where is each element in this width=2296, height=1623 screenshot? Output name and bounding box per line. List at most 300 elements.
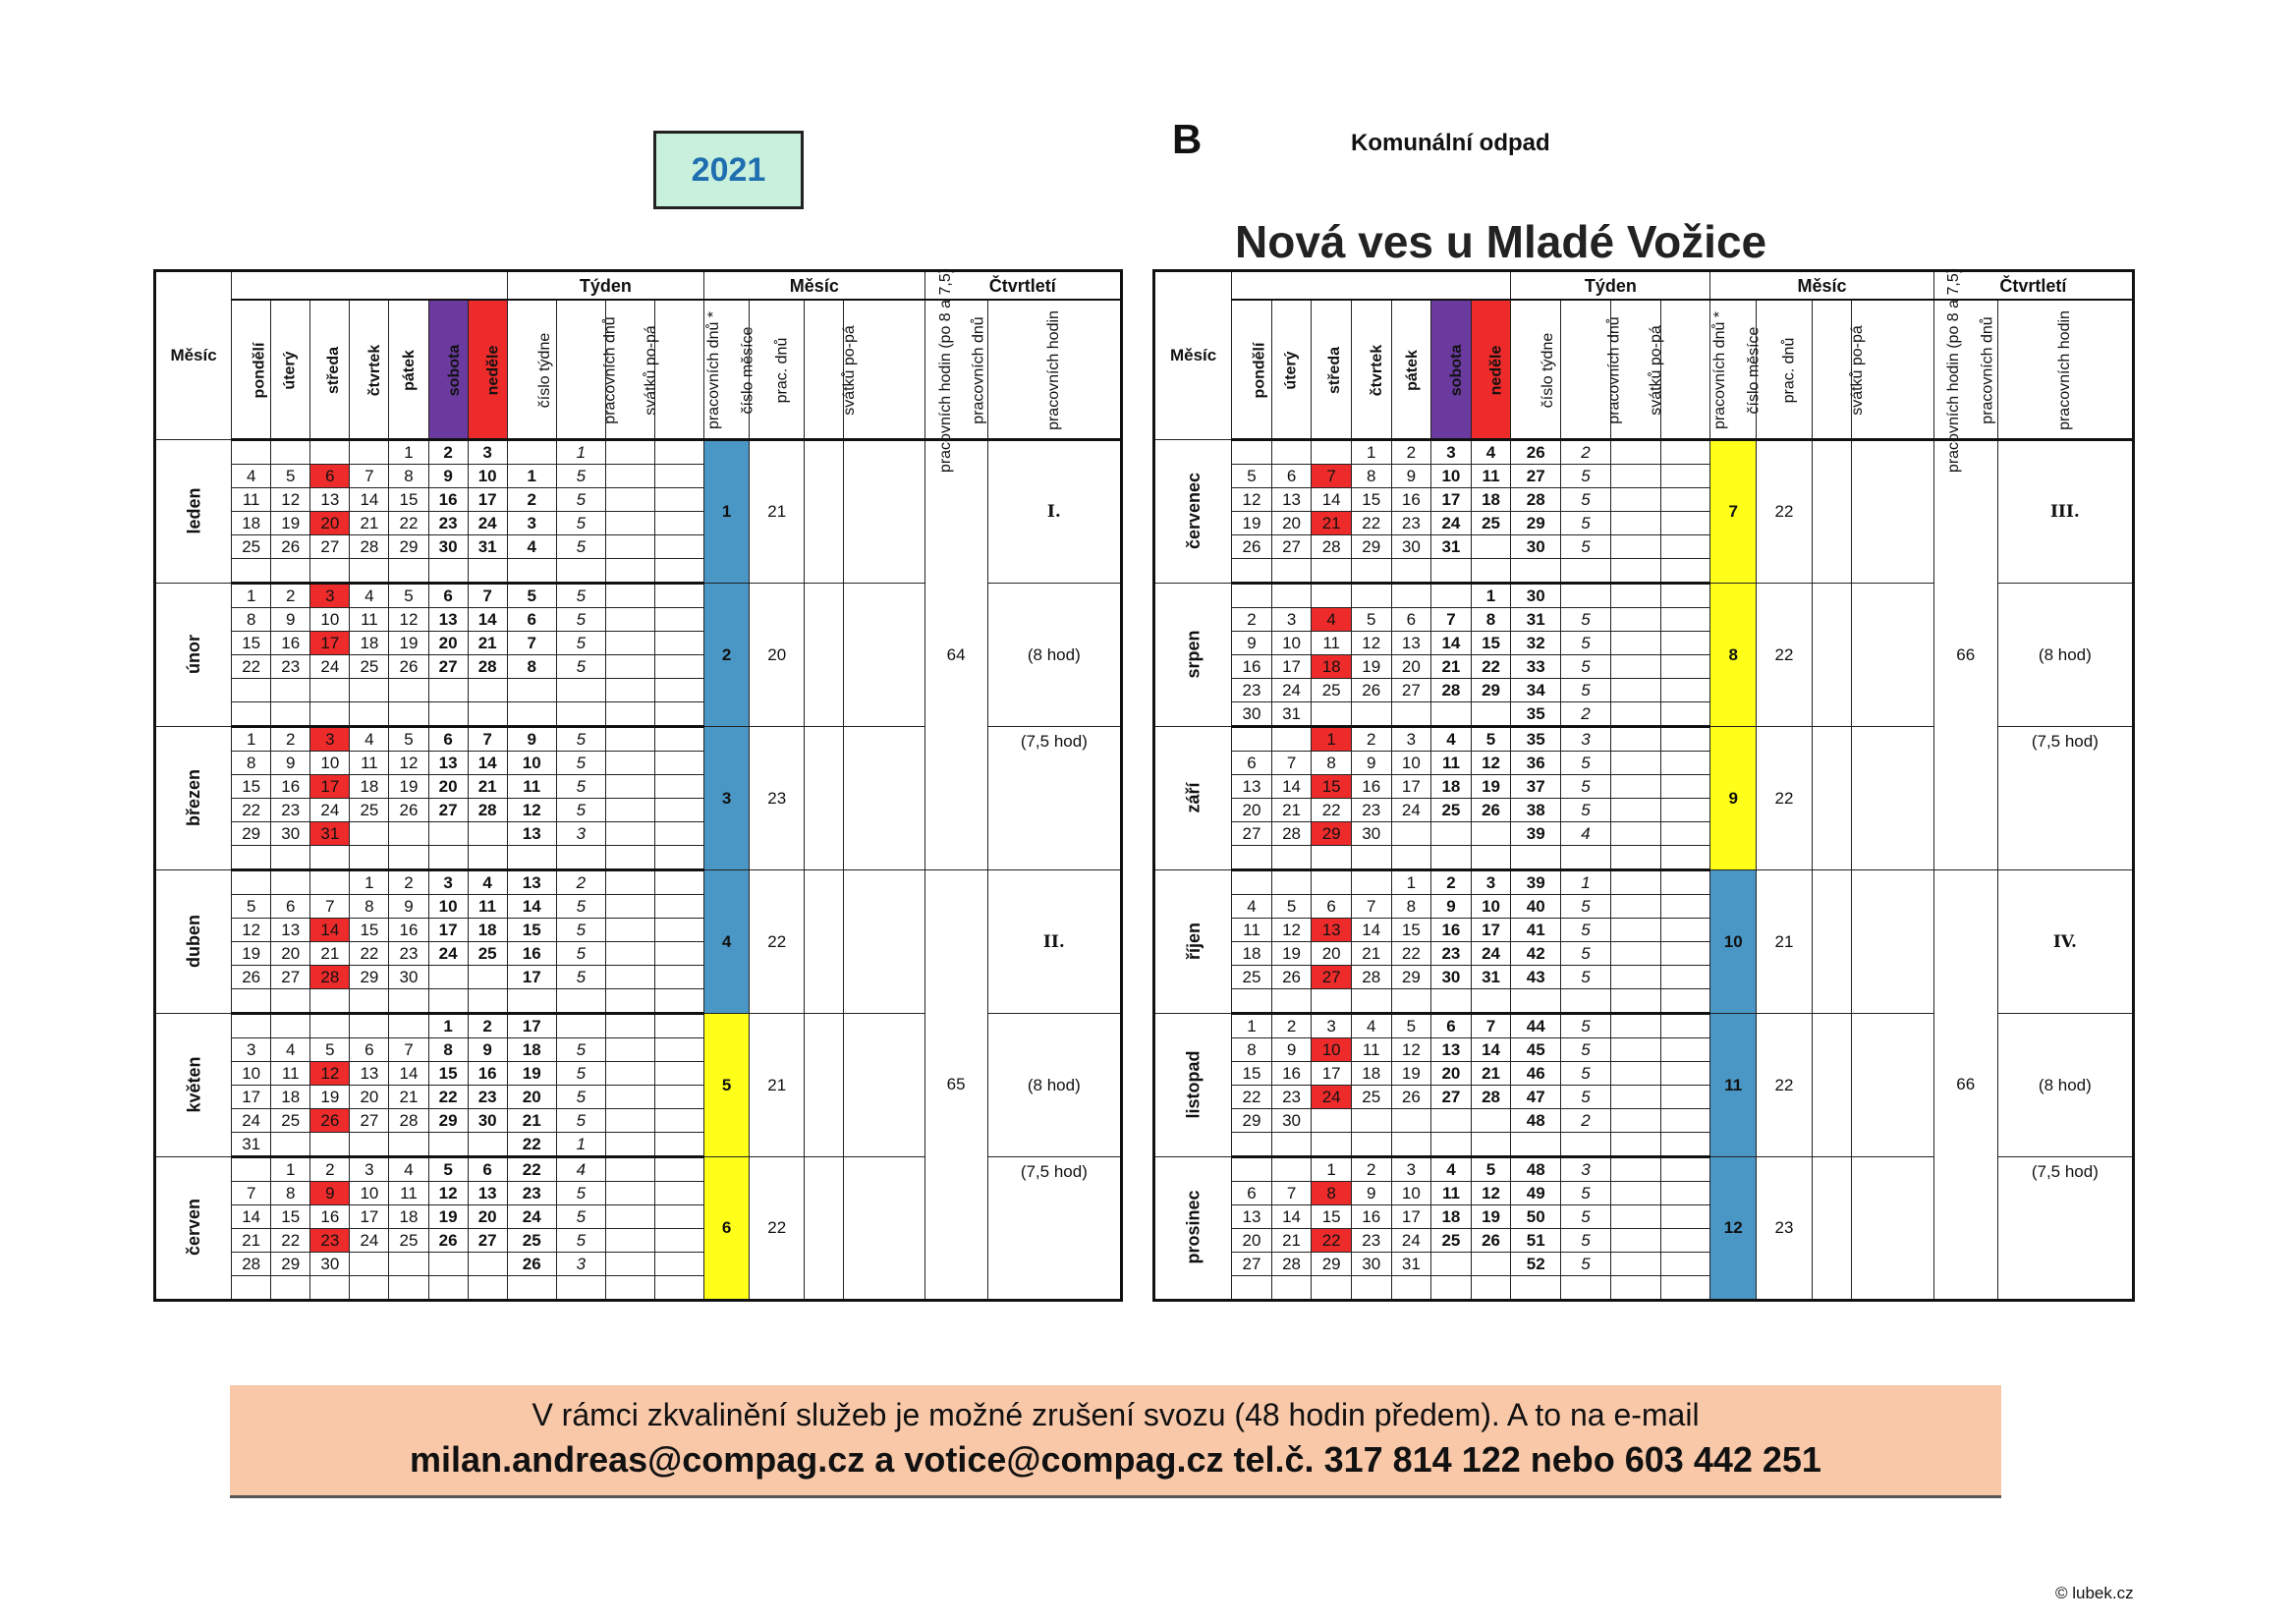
day-cell: 26 (1471, 799, 1511, 822)
month-holidays-cell (1812, 440, 1852, 584)
collection-day-cell: 18 (1312, 655, 1352, 679)
day-cell: 18 (1431, 1205, 1472, 1229)
month-workdays-cell: 22 (750, 1157, 805, 1301)
week-holidays-cell (1610, 919, 1660, 942)
day-cell (1391, 1276, 1431, 1301)
day-cell: 19 (1351, 655, 1391, 679)
week-number-cell (1511, 559, 1561, 584)
day-cell: 13 (428, 752, 468, 775)
month-hours-cell (1852, 870, 1933, 1014)
day-cell (1391, 846, 1431, 870)
month-group-header: Měsíc (704, 271, 924, 301)
day-cell (1271, 989, 1312, 1014)
week-number-cell: 19 (507, 1062, 556, 1086)
day-cell: 20 (428, 775, 468, 799)
day-cell: 29 (1391, 966, 1431, 989)
day-cell: 17 (1312, 1062, 1352, 1086)
week-workdays-star-cell (1660, 775, 1710, 799)
week-workdays-star-cell (1660, 1157, 1710, 1182)
week-workdays-cell: 5 (556, 655, 605, 679)
week-number-cell (507, 1276, 556, 1301)
month-hours-cell (1852, 1157, 1933, 1301)
day-cell (1271, 559, 1312, 584)
quarter-hours-7-5: (7,5 hod) (1997, 727, 2133, 870)
week-holidays-cell (1610, 608, 1660, 632)
week-holidays-cell (605, 632, 654, 655)
week-holidays-cell (605, 488, 654, 512)
week-holidays-cell (605, 679, 654, 702)
week-workdays-star-cell (1660, 966, 1710, 989)
day-cell (1351, 702, 1391, 727)
day-cell: 11 (389, 1182, 428, 1205)
day-cell: 21 (468, 775, 507, 799)
day-cell: 14 (1312, 488, 1352, 512)
week-workdays-star-cell (1660, 1276, 1710, 1301)
day-cell: 18 (1471, 488, 1511, 512)
month-name-cell (155, 584, 232, 727)
day-cell (310, 1276, 350, 1301)
day-cell: 13 (1431, 1038, 1472, 1062)
day-cell: 22 (389, 512, 428, 535)
month-holidays-cell (1812, 584, 1852, 727)
day-cell (1391, 559, 1431, 584)
day-cell: 3 (1391, 1157, 1431, 1182)
month-hours-cell (1852, 1014, 1933, 1157)
column-header-month-holidays (805, 300, 859, 440)
collection-day-cell: 7 (1312, 465, 1352, 488)
day-cell (389, 1014, 428, 1038)
week-workdays-star-cell (654, 465, 703, 488)
day-header-label: čtvrtek (1369, 344, 1386, 397)
day-cell: 17 (350, 1205, 389, 1229)
day-cell (468, 559, 507, 584)
day-cell (1431, 989, 1472, 1014)
day-cell (1391, 822, 1431, 846)
day-cell: 8 (232, 752, 271, 775)
day-cell (1232, 870, 1272, 895)
day-cell: 24 (350, 1229, 389, 1253)
day-cell: 2 (310, 1157, 350, 1182)
day-cell (1232, 1157, 1272, 1182)
day-cell: 22 (271, 1229, 310, 1253)
week-number-cell: 18 (507, 1038, 556, 1062)
collection-day-cell: 20 (310, 512, 350, 535)
week-workdays-cell: 5 (1561, 608, 1611, 632)
week-workdays-cell: 5 (556, 608, 605, 632)
week-workdays-cell: 5 (1561, 966, 1611, 989)
day-cell: 21 (1351, 942, 1391, 966)
week-number-cell: 48 (1511, 1157, 1561, 1182)
day-cell: 2 (428, 440, 468, 465)
month-column-header: Měsíc (155, 271, 232, 440)
week-holidays-cell (605, 846, 654, 870)
week-workdays-cell: 5 (1561, 1182, 1611, 1205)
day-cell: 16 (1431, 919, 1472, 942)
week-holidays-cell (605, 1133, 654, 1157)
day-cell: 19 (1391, 1062, 1431, 1086)
week-workdays-star-cell (1660, 1038, 1710, 1062)
day-cell (1471, 1109, 1511, 1133)
week-row (155, 440, 1122, 465)
day-cell: 13 (310, 488, 350, 512)
week-workdays-cell: 5 (1561, 1086, 1611, 1109)
day-cell: 1 (271, 1157, 310, 1182)
day-cell (1471, 535, 1511, 559)
week-holidays-cell (605, 989, 654, 1014)
month-name-cell (1154, 727, 1232, 870)
week-workdays-star-cell (654, 989, 703, 1014)
week-workdays-star-cell (1660, 584, 1710, 608)
day-cell: 13 (428, 608, 468, 632)
week-number-cell (507, 679, 556, 702)
week-holidays-cell (605, 702, 654, 727)
week-workdays-cell: 5 (1561, 1253, 1611, 1276)
week-workdays-cell: 2 (1561, 440, 1611, 465)
day-cell: 7 (468, 727, 507, 752)
day-cell: 6 (1232, 1182, 1272, 1205)
day-cell: 22 (428, 1086, 468, 1109)
day-cell: 15 (389, 488, 428, 512)
week-holidays-cell (1610, 1182, 1660, 1205)
day-cell (1232, 584, 1272, 608)
column-header-label: pracovních hodin (po 8 a 7,5) (937, 267, 955, 474)
day-cell: 10 (310, 608, 350, 632)
week-number-cell: 46 (1511, 1062, 1561, 1086)
day-cell (389, 846, 428, 870)
day-cell: 8 (1471, 608, 1511, 632)
quarter-hours-7-5: (7,5 hod) (1997, 1157, 2133, 1301)
quarter-workdays-cell: 66 (1933, 870, 1997, 1301)
column-header-label: číslo týdne (535, 332, 553, 409)
quarter-workdays-cell: 65 (924, 870, 987, 1301)
week-number-cell: 30 (1511, 535, 1561, 559)
week-number-cell: 9 (507, 727, 556, 752)
day-cell: 21 (1431, 655, 1472, 679)
day-cell: 4 (350, 584, 389, 608)
day-cell: 3 (1391, 727, 1431, 752)
week-number-cell: 13 (507, 870, 556, 895)
day-cell: 15 (350, 919, 389, 942)
day-cell: 2 (271, 584, 310, 608)
quarter-group-header: Čtvrtletí (1933, 271, 2133, 301)
day-cell: 9 (1271, 1038, 1312, 1062)
day-cell: 5 (232, 895, 271, 919)
month-hours-cell (1852, 584, 1933, 727)
day-header-4 (1391, 300, 1431, 440)
week-workdays-star-cell (654, 1133, 703, 1157)
week-workdays-cell: 5 (1561, 679, 1611, 702)
day-cell (389, 1276, 428, 1301)
week-workdays-star-cell (1660, 1133, 1710, 1157)
day-cell: 23 (1232, 679, 1272, 702)
day-cell: 18 (350, 775, 389, 799)
month-name: květen (184, 1055, 204, 1113)
day-cell: 27 (1232, 1253, 1272, 1276)
week-number-cell: 36 (1511, 752, 1561, 775)
day-cell: 11 (1232, 919, 1272, 942)
day-cell: 12 (1351, 632, 1391, 655)
day-cell (1271, 440, 1312, 465)
day-cell: 24 (310, 799, 350, 822)
week-workdays-cell: 3 (1561, 1157, 1611, 1182)
collection-day-cell: 12 (310, 1062, 350, 1086)
day-cell: 23 (1431, 942, 1472, 966)
day-cell (428, 846, 468, 870)
day-cell: 16 (1271, 1062, 1312, 1086)
day-cell: 11 (1351, 1038, 1391, 1062)
day-cell: 9 (1351, 1182, 1391, 1205)
day-cell: 25 (350, 655, 389, 679)
day-cell: 6 (271, 895, 310, 919)
day-cell: 26 (1391, 1086, 1431, 1109)
week-workdays-star-cell (1660, 727, 1710, 752)
week-workdays-cell: 5 (556, 1038, 605, 1062)
month-workdays-cell: 21 (1757, 870, 1813, 1014)
day-cell: 4 (1471, 440, 1511, 465)
day-cell (1232, 727, 1272, 752)
day-cell: 24 (468, 512, 507, 535)
month-name: září (1183, 781, 1204, 813)
day-header-6 (1471, 300, 1511, 440)
day-cell: 7 (350, 465, 389, 488)
day-cell: 4 (1431, 727, 1472, 752)
week-number-cell: 52 (1511, 1253, 1561, 1276)
month-hours-cell (844, 584, 924, 727)
week-number-cell: 14 (507, 895, 556, 919)
day-cell: 2 (389, 870, 428, 895)
month-name-cell (155, 727, 232, 870)
day-cell: 15 (1391, 919, 1431, 942)
day-cell (271, 559, 310, 584)
week-number-cell (1511, 1276, 1561, 1301)
week-holidays-cell (605, 1038, 654, 1062)
week-holidays-cell (605, 655, 654, 679)
days-group-header (232, 271, 508, 301)
day-cell: 2 (1391, 440, 1431, 465)
day-cell (468, 1276, 507, 1301)
day-cell: 27 (468, 1229, 507, 1253)
week-holidays-cell (1610, 942, 1660, 966)
quarter-roman-numeral: I. (987, 440, 1121, 584)
day-cell: 5 (1351, 608, 1391, 632)
day-header-label: pondělí (251, 342, 268, 399)
week-number-cell: 7 (507, 632, 556, 655)
week-holidays-cell (605, 584, 654, 608)
week-workdays-star-cell (654, 1205, 703, 1229)
week-number-cell: 20 (507, 1086, 556, 1109)
day-cell (468, 679, 507, 702)
week-number-cell (1511, 846, 1561, 870)
week-row (1154, 440, 2134, 465)
month-holidays-cell (805, 870, 844, 1014)
week-workdays-cell: 5 (556, 535, 605, 559)
month-hours-cell (844, 1157, 924, 1301)
week-holidays-cell (605, 822, 654, 846)
week-number-cell: 33 (1511, 655, 1561, 679)
day-cell: 15 (1351, 488, 1391, 512)
day-cell: 6 (1312, 895, 1352, 919)
week-holidays-cell (605, 512, 654, 535)
day-cell (389, 679, 428, 702)
day-cell: 23 (1271, 1086, 1312, 1109)
day-cell: 16 (271, 632, 310, 655)
day-cell: 18 (1431, 775, 1472, 799)
day-cell: 9 (428, 465, 468, 488)
day-cell: 20 (1232, 1229, 1272, 1253)
week-number-cell: 35 (1511, 702, 1561, 727)
day-cell (1391, 1109, 1431, 1133)
day-cell: 3 (232, 1038, 271, 1062)
day-cell (271, 1133, 310, 1157)
day-cell: 10 (1271, 632, 1312, 655)
day-cell: 21 (468, 632, 507, 655)
day-header-3 (350, 300, 389, 440)
month-workdays-cell: 22 (750, 870, 805, 1014)
day-cell (468, 966, 507, 989)
week-holidays-cell (1610, 1038, 1660, 1062)
day-cell: 22 (1391, 942, 1431, 966)
week-number-cell: 51 (1511, 1229, 1561, 1253)
month-name: říjen (1183, 922, 1204, 960)
day-cell: 17 (1391, 1205, 1431, 1229)
week-holidays-cell (1610, 1253, 1660, 1276)
day-cell: 14 (1431, 632, 1472, 655)
day-cell: 3 (350, 1157, 389, 1182)
day-cell (1312, 559, 1352, 584)
day-cell: 9 (1351, 752, 1391, 775)
day-cell (389, 989, 428, 1014)
day-cell: 6 (428, 727, 468, 752)
day-cell: 4 (1232, 895, 1272, 919)
day-cell: 17 (1431, 488, 1472, 512)
day-cell: 2 (1431, 870, 1472, 895)
week-workdays-star-cell (1660, 702, 1710, 727)
day-cell: 29 (389, 535, 428, 559)
day-cell: 23 (1351, 1229, 1391, 1253)
week-holidays-cell (605, 1109, 654, 1133)
day-cell: 14 (1471, 1038, 1511, 1062)
week-workdays-star-cell (654, 966, 703, 989)
collection-day-cell: 9 (310, 1182, 350, 1205)
day-cell: 30 (310, 1253, 350, 1276)
day-cell (1351, 1109, 1391, 1133)
day-cell (1351, 989, 1391, 1014)
week-workdays-star-cell (654, 752, 703, 775)
day-cell: 10 (310, 752, 350, 775)
day-cell: 12 (271, 488, 310, 512)
day-cell: 10 (1391, 752, 1431, 775)
day-cell: 19 (232, 942, 271, 966)
day-cell (1312, 1109, 1352, 1133)
column-header-label: číslo měsíce (739, 326, 756, 415)
day-cell: 1 (232, 727, 271, 752)
day-cell: 21 (389, 1086, 428, 1109)
month-group-header: Měsíc (1710, 271, 1933, 301)
day-cell: 21 (1271, 799, 1312, 822)
day-cell (1431, 1253, 1472, 1276)
day-cell: 28 (1312, 535, 1352, 559)
day-cell: 11 (1312, 632, 1352, 655)
day-cell: 6 (428, 584, 468, 608)
day-cell: 27 (428, 655, 468, 679)
day-cell (310, 846, 350, 870)
day-cell (310, 870, 350, 895)
month-name-cell (155, 1157, 232, 1301)
day-cell (1351, 1133, 1391, 1157)
week-number-cell: 44 (1511, 1014, 1561, 1038)
day-cell: 17 (428, 919, 468, 942)
collection-day-cell: 14 (310, 919, 350, 942)
week-group-header: Týden (1511, 271, 1710, 301)
day-cell (1312, 1276, 1352, 1301)
week-workdays-star-cell (654, 870, 703, 895)
week-workdays-cell: 2 (1561, 702, 1611, 727)
collection-day-cell: 28 (310, 966, 350, 989)
day-cell (1471, 822, 1511, 846)
day-cell: 24 (1471, 942, 1511, 966)
day-cell: 17 (1391, 775, 1431, 799)
quarter-roman-numeral: II. (987, 870, 1121, 1014)
week-workdays-cell: 5 (1561, 1205, 1611, 1229)
group-header-row (1154, 271, 2134, 301)
day-cell (232, 559, 271, 584)
month-holidays-cell (1812, 1014, 1852, 1157)
week-workdays-cell: 5 (556, 775, 605, 799)
day-header-2 (1312, 300, 1352, 440)
week-workdays-star-cell (1660, 679, 1710, 702)
day-cell (310, 1133, 350, 1157)
day-cell (428, 559, 468, 584)
month-workdays-cell: 22 (1757, 440, 1813, 584)
day-header-label: středa (325, 346, 343, 395)
day-cell: 6 (1391, 608, 1431, 632)
day-cell (468, 846, 507, 870)
week-workdays-star-cell (1660, 1086, 1710, 1109)
day-cell (428, 702, 468, 727)
day-cell (1312, 1133, 1352, 1157)
day-cell (1431, 1276, 1472, 1301)
week-workdays-cell: 1 (556, 1133, 605, 1157)
week-workdays-cell: 5 (1561, 655, 1611, 679)
week-number-cell: 26 (1511, 440, 1561, 465)
column-header-label: číslo týdne (1540, 332, 1557, 409)
week-workdays-star-cell (654, 727, 703, 752)
week-number-cell: 22 (507, 1133, 556, 1157)
day-header-label: úterý (1282, 351, 1300, 390)
week-holidays-cell (605, 775, 654, 799)
quarter-roman-numeral: III. (1997, 440, 2133, 584)
day-cell: 6 (1431, 1014, 1472, 1038)
week-holidays-cell (1610, 632, 1660, 655)
day-cell (1232, 1133, 1272, 1157)
day-cell: 5 (1471, 727, 1511, 752)
collection-day-cell: 1 (1312, 727, 1352, 752)
day-cell: 16 (271, 775, 310, 799)
day-cell (1431, 702, 1472, 727)
day-cell: 19 (1471, 1205, 1511, 1229)
week-holidays-cell (605, 559, 654, 584)
day-cell: 8 (232, 608, 271, 632)
day-cell: 13 (271, 919, 310, 942)
month-name: listopad (1183, 1049, 1204, 1119)
week-workdays-star-cell (1660, 822, 1710, 846)
week-holidays-cell (1610, 440, 1660, 465)
week-holidays-cell (605, 608, 654, 632)
week-holidays-cell (605, 1062, 654, 1086)
day-cell: 7 (1431, 608, 1472, 632)
column-header-row (1154, 300, 2134, 440)
day-cell: 24 (1271, 679, 1312, 702)
